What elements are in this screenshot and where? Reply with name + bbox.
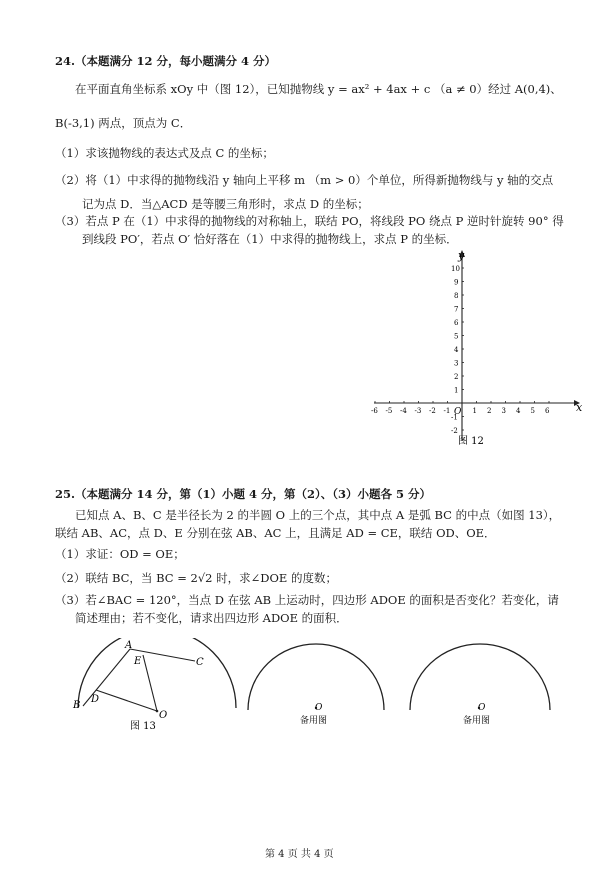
y-tick-label: 4 — [454, 346, 459, 354]
spare-arc-1 — [248, 644, 384, 710]
spare-figure-1 — [240, 638, 390, 738]
q25-header: 25.（本题满分 14 分，第（1）小题 4 分，第（2）、（3）小题各 5 分） — [55, 487, 432, 501]
x-tick-label: -4 — [400, 407, 407, 415]
x-tick-label: -5 — [385, 407, 393, 415]
y-tick-label: 7 — [454, 305, 459, 314]
x-axis-label: x — [576, 401, 583, 414]
label-a: A — [125, 640, 133, 651]
label-e: E — [134, 656, 142, 667]
y-tick-label: 8 — [454, 292, 459, 300]
spare-figure-2 — [405, 638, 560, 738]
q25-part3-line1: （3）若∠BAC = 120°，当点 D 在弦 AB 上运动时，四边形 ADOE 的面积是否变化？若变化，请 — [55, 593, 559, 607]
segment-od — [96, 690, 157, 711]
y-tick-label: 9 — [454, 278, 459, 287]
q25-intro-line1: 已知点 A、B、C 是半径长为 2 的半圆 O 上的三个点，其中点 A 是弧 BC 的中点（如图 13）， — [75, 508, 561, 522]
y-tick-label: -2 — [451, 427, 458, 435]
q24-header: 24.（本题满分 12 分，每小题满分 4 分） — [55, 54, 277, 68]
figure-12-axes — [370, 245, 590, 455]
spare-center-label-2: O — [478, 703, 486, 713]
x-tick-label: 2 — [487, 407, 492, 415]
x-tick-label: 3 — [501, 407, 506, 415]
x-tick-label: -3 — [414, 407, 422, 415]
q25-part1: （1）求证：OD = OE； — [55, 547, 185, 561]
q24-part2-line1: （2）将（1）中求得的抛物线沿 y 轴向上平移 m （m > 0）个单位，所得新抛物线与 y 轴的交点 — [55, 173, 554, 187]
label-d: D — [91, 694, 100, 705]
label-b: B — [73, 700, 81, 711]
q24-intro-line2: B(-3,1) 两点，顶点为 C． — [55, 116, 192, 130]
x-tick-label: -2 — [429, 407, 436, 415]
y-tick-label: 3 — [454, 359, 459, 368]
q24-part2-line2: 记为点 D．当△ACD 是等腰三角形时，求点 D 的坐标； — [82, 197, 369, 211]
center-point — [156, 710, 159, 713]
q25-intro-line2: 联结 AB、AC，点 D、E 分别在弦 AB、AC 上，且满足 AD = CE，联结 OD、OE． — [55, 526, 496, 540]
x-tick-label: -6 — [371, 407, 378, 415]
spare-caption-2: 备用图 — [463, 716, 491, 726]
q24-part3-line2: 到线段 PO′，若点 O′ 恰好落在（1）中求得的抛物线上，求点 P 的坐标． — [82, 232, 458, 246]
q24-part1: （1）求该抛物线的表达式及点 C 的坐标； — [55, 146, 274, 160]
x-tick-label: 1 — [472, 407, 477, 415]
spare-arc-2 — [410, 644, 550, 710]
axes — [371, 250, 580, 441]
label-o: O — [159, 710, 168, 721]
y-tick-label: 1 — [454, 386, 459, 395]
q25-part3-line2: 简述理由；若不变化，请求出四边形 ADOE 的面积． — [75, 611, 348, 625]
figure-13-caption: 图 13 — [130, 721, 156, 732]
y-tick-label: 2 — [454, 373, 459, 381]
y-axis-label: y — [458, 249, 465, 262]
x-tick-label: -1 — [443, 407, 451, 415]
y-tick-label: 10 — [451, 265, 460, 273]
label-c: C — [196, 657, 204, 668]
y-tick-label: 5 — [454, 332, 459, 341]
segment-oe — [143, 655, 157, 711]
y-tick-label: 6 — [454, 319, 459, 327]
y-tick-label: -1 — [451, 413, 458, 422]
figure-13 — [70, 638, 240, 738]
q24-intro-line1: 在平面直角坐标系 xOy 中（图 12），已知抛物线 y = ax² + 4ax + c （a ≠ 0）经过 A(0,4)、 — [75, 82, 562, 96]
x-tick-label: 6 — [545, 407, 550, 415]
semicircle-arc — [78, 638, 236, 708]
q24-part3-line1: （3）若点 P 在（1）中求得的抛物线的对称轴上，联结 PO，将线段 PO 绕点 P 逆时针旋转 90° 得 — [55, 214, 564, 228]
figure-12-caption: 图 12 — [458, 436, 484, 447]
spare-center-label-1: O — [315, 703, 323, 713]
q25-part2: （2）联结 BC，当 BC = 2√2 时，求∠DOE 的度数； — [55, 571, 337, 585]
x-tick-label: 5 — [530, 407, 535, 415]
spare-caption-1: 备用图 — [300, 716, 328, 726]
page-footer: 第 4 页 共 4 页 — [265, 849, 334, 860]
origin-label: O — [454, 407, 462, 417]
x-tick-label: 4 — [516, 407, 521, 415]
